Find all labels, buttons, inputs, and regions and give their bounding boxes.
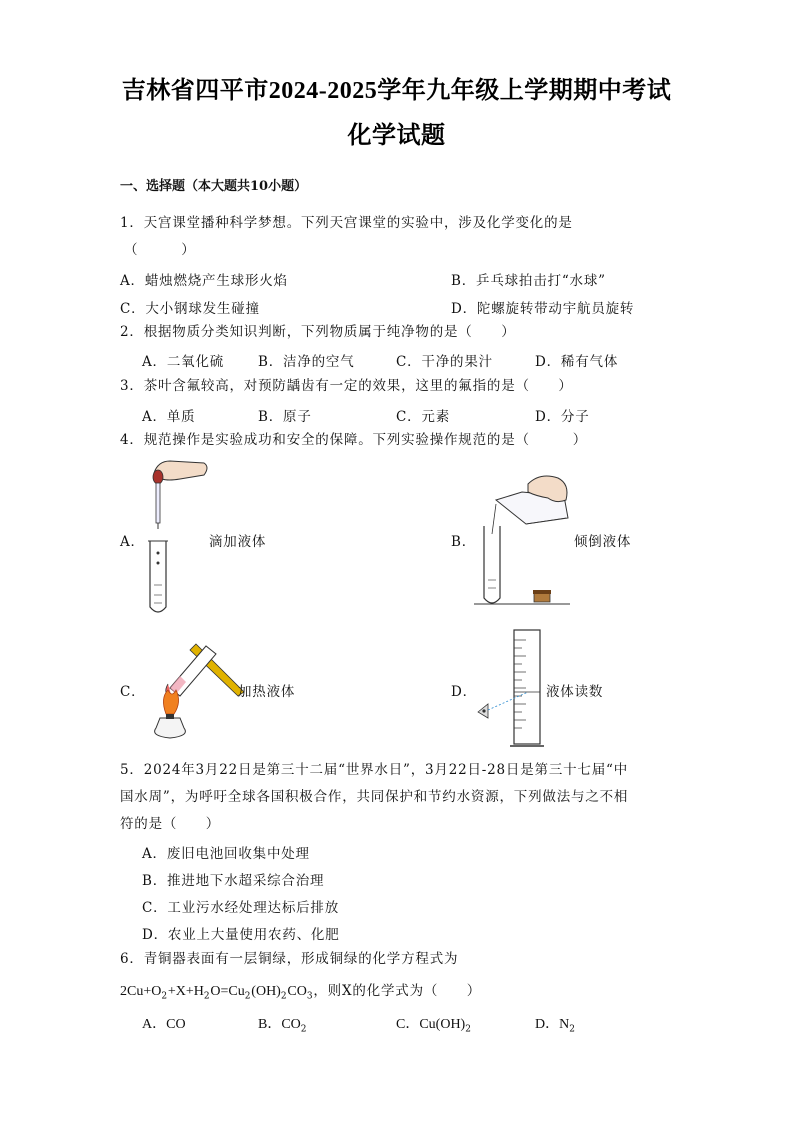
q3-option-c: C．元素 xyxy=(396,409,451,425)
q4-option-c-letter: C． xyxy=(120,684,146,700)
q5-option-d: D．农业上大量使用农药、化肥 xyxy=(142,927,340,943)
q6-stem: 6．青铜器表面有一层铜绿，形成铜绿的化学方程式为 xyxy=(120,951,459,967)
q5-option-b: B．推进地下水超采综合治理 xyxy=(142,873,325,889)
q6-option-b: B．$CO_2$ xyxy=(258,1017,308,1035)
q5-stem-line2: 国水周”，为呼吁全球各国积极合作，共同保护和节约水资源，下列做法与之不相 xyxy=(120,789,629,805)
q1-bracket: （ ） xyxy=(124,242,196,258)
q5-option-a: A．废旧电池回收集中处理 xyxy=(142,846,310,862)
q4-option-b-caption: 倾倒液体 xyxy=(574,534,632,550)
q1-option-c: C．大小钢球发生碰撞 xyxy=(120,301,260,317)
q3-option-d: D．分子 xyxy=(535,409,590,425)
q1-option-a: A．蜡烛燃烧产生球形火焰 xyxy=(120,273,288,289)
q2-option-d: D．稀有气体 xyxy=(535,354,619,370)
dropper-test-tube-figure xyxy=(140,455,220,620)
exam-title-line2: 化学试题 xyxy=(347,123,446,149)
q2-option-c: C．干净的果汁 xyxy=(396,354,493,370)
q6-option-a: A．CO xyxy=(142,1017,186,1032)
q4-option-d-letter: D． xyxy=(451,684,477,700)
q4-option-c-caption: 加热液体 xyxy=(238,684,296,700)
q4-option-b-letter: B． xyxy=(451,534,477,550)
q2-option-b: B．洁净的空气 xyxy=(258,354,355,370)
q4-option-a-caption: 滴加液体 xyxy=(209,534,267,550)
q2-option-a: A．二氧化硫 xyxy=(142,354,225,370)
q1-option-b: B．乒乓球拍击打“水球” xyxy=(451,273,606,289)
exam-title-line1: 吉林省四平市2024-2025学年九年级上学期期中考试 xyxy=(121,78,672,104)
q1-option-d: D．陀螺旋转带动宇航员旋转 xyxy=(451,301,635,317)
q5-option-c: C．工业污水经处理达标后排放 xyxy=(142,900,340,916)
q3-option-b: B．原子 xyxy=(258,409,312,425)
q2-stem: 2．根据物质分类知识判断，下列物质属于纯净物的是（ ） xyxy=(120,324,516,340)
q3-option-a: A．单质 xyxy=(142,409,196,425)
q3-stem: 3．茶叶含氟较高，对预防龋齿有一定的效果，这里的氟指的是（ ） xyxy=(120,378,573,394)
q4-option-d-caption: 液体读数 xyxy=(546,684,604,700)
q5-stem-line3: 符的是（ ） xyxy=(120,816,221,832)
q6-equation: $2Cu+O_2+X+H_2O=Cu_2(OH)_2CO_3$，则X的化学式为（ ） xyxy=(120,983,482,1002)
q6-option-c: C．$Cu(OH)_2$ xyxy=(396,1017,472,1035)
q6-option-d: D．$N_2$ xyxy=(535,1017,576,1035)
graduated-cylinder-figure xyxy=(472,626,552,752)
pouring-liquid-figure xyxy=(470,462,580,612)
section-heading: 一、选择题（本大题共10小题） xyxy=(120,179,308,194)
heating-liquid-figure xyxy=(140,632,250,742)
q4-stem: 4．规范操作是实验成功和安全的保障。下列实验操作规范的是（ ） xyxy=(120,432,587,448)
q4-option-a-letter: A． xyxy=(120,534,145,550)
q1-stem: 1．天宫课堂播种科学梦想。下列天宫课堂的实验中，涉及化学变化的是 xyxy=(120,215,573,231)
q5-stem-line1: 5．2024年3月22日是第三十二届“世界水日”，3月22日-28日是第三十七届“中 xyxy=(120,762,629,778)
